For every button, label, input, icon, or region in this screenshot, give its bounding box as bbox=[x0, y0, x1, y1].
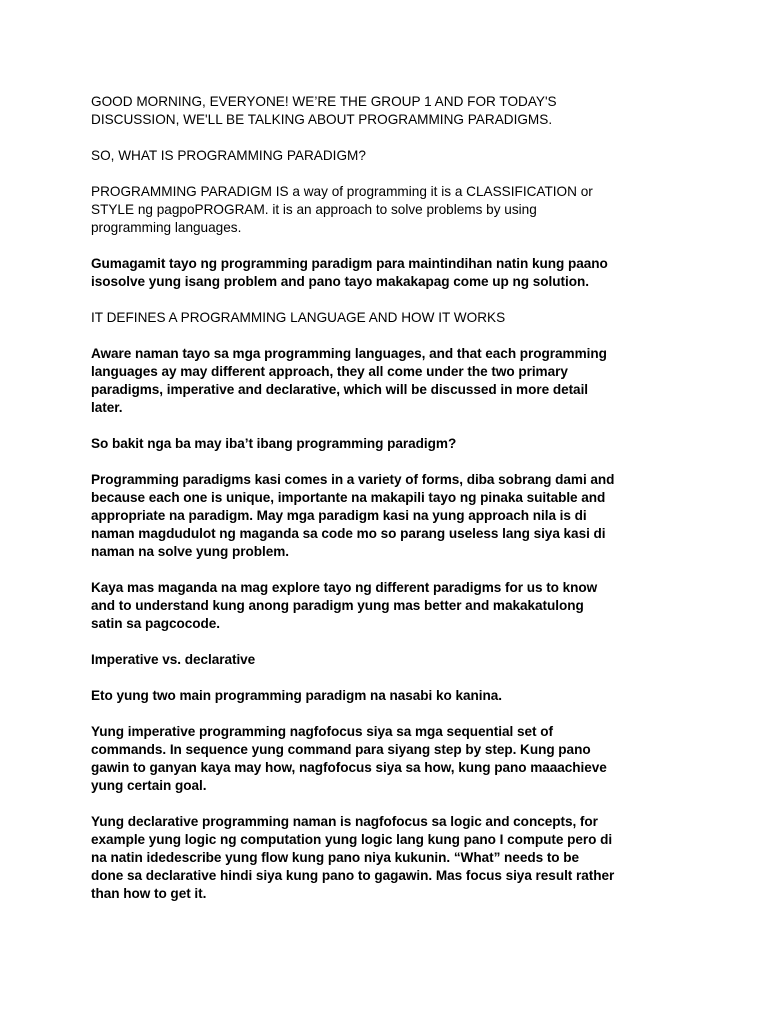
text-line: languages ay may different approach, they all come under the two primary bbox=[91, 364, 568, 379]
paragraph-p1 bbox=[91, 93, 691, 129]
text-line: So bakit nga ba may iba’t ibang programming paradigm? bbox=[91, 436, 457, 451]
document-page bbox=[91, 93, 691, 921]
paragraph-p6 bbox=[91, 345, 691, 417]
text-line: DISCUSSION, WE'LL BE TALKING ABOUT PROGRAMMING PARADIGMS. bbox=[91, 112, 553, 127]
text-line: Eto yung two main programming paradigm na nasabi ko kanina. bbox=[91, 688, 502, 703]
text-line: Gumagamit tayo ng programming paradigm para maintindihan natin kung paano bbox=[91, 256, 608, 271]
text-line: Yung declarative programming naman is nagfofocus sa logic and concepts, for bbox=[91, 814, 598, 829]
text-line: isosolve yung isang problem and pano tayo makakapag come up ng solution. bbox=[91, 274, 589, 289]
text-line: STYLE ng pagpoPROGRAM. it is an approach to solve problems by using bbox=[91, 202, 537, 217]
text-line: SO, WHAT IS PROGRAMMING PARADIGM? bbox=[91, 148, 366, 163]
paragraph-p8 bbox=[91, 471, 691, 561]
text-line: GOOD MORNING, EVERYONE! WE’RE THE GROUP 1 AND FOR TODAY'S bbox=[91, 94, 557, 109]
text-line: because each one is unique, importante na makapili tayo ng pinaka suitable and bbox=[91, 490, 606, 505]
paragraph-p10 bbox=[91, 651, 691, 669]
text-line: paradigms, imperative and declarative, which will be discussed in more detail bbox=[91, 382, 589, 397]
text-line: appropriate na paradigm. May mga paradigm kasi na yung approach nila is di bbox=[91, 508, 587, 523]
paragraph-p4 bbox=[91, 255, 691, 291]
text-line: than how to get it. bbox=[91, 886, 207, 901]
paragraph-p13 bbox=[91, 813, 691, 903]
text-line: naman magdudulot ng maganda sa code mo so parang useless lang siya kasi di bbox=[91, 526, 606, 541]
text-line: na natin idedescribe yung flow kung pano niya kukunin. “What” needs to be bbox=[91, 850, 580, 865]
text-line: Yung imperative programming nagfofocus siya sa mga sequential set of bbox=[91, 724, 553, 739]
text-line: satin sa pagcocode. bbox=[91, 616, 220, 631]
text-line: done sa declarative hindi siya kung pano to gagawin. Mas focus siya result rather bbox=[91, 868, 615, 883]
text-line: later. bbox=[91, 400, 123, 415]
text-line: Imperative vs. declarative bbox=[91, 652, 256, 667]
text-line: Programming paradigms kasi comes in a variety of forms, diba sobrang dami and bbox=[91, 472, 615, 487]
paragraph-p7 bbox=[91, 435, 691, 453]
text-line: IT DEFINES A PROGRAMMING LANGUAGE AND HOW IT WORKS bbox=[91, 310, 506, 325]
paragraph-p2 bbox=[91, 147, 691, 165]
text-line: programming languages. bbox=[91, 220, 242, 235]
paragraph-p9 bbox=[91, 579, 691, 633]
text-line: naman na solve yung problem. bbox=[91, 544, 290, 559]
text-line: commands. In sequence yung command para siyang step by step. Kung pano bbox=[91, 742, 591, 757]
text-line: PROGRAMMING PARADIGM IS a way of programming it is a CLASSIFICATION or bbox=[91, 184, 593, 199]
paragraph-p11 bbox=[91, 687, 691, 705]
text-line: example yung logic ng computation yung logic lang kung pano I compute pero di bbox=[91, 832, 613, 847]
text-line: Kaya mas maganda na mag explore tayo ng different paradigms for us to know bbox=[91, 580, 598, 595]
text-line: yung certain goal. bbox=[91, 778, 207, 793]
text-line: and to understand kung anong paradigm yung mas better and makakatulong bbox=[91, 598, 584, 613]
paragraph-p3 bbox=[91, 183, 691, 237]
paragraph-p5 bbox=[91, 309, 691, 327]
paragraph-p12 bbox=[91, 723, 691, 795]
text-line: gawin to ganyan kaya may how, nagfofocus siya sa how, kung pano maaachieve bbox=[91, 760, 607, 775]
text-line: Aware naman tayo sa mga programming languages, and that each programming bbox=[91, 346, 607, 361]
